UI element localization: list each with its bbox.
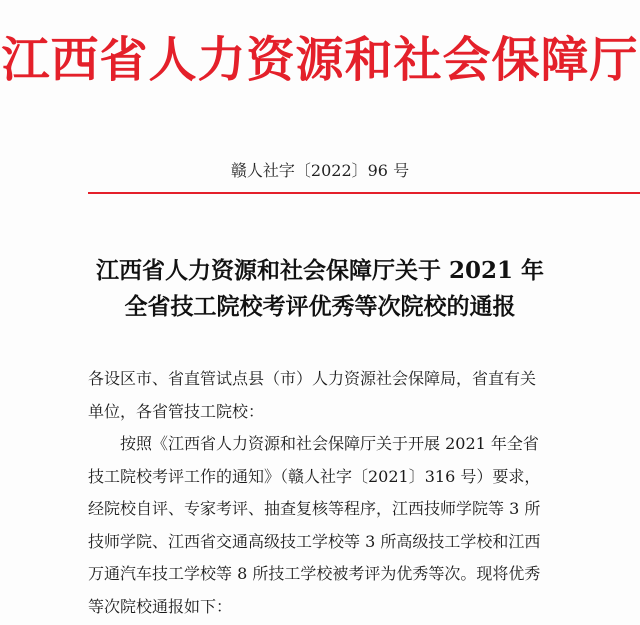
- body-line: 按照《江西省人力资源和社会保障厅关于开展 2021 年全省: [120, 434, 539, 453]
- body-line: 技工院校考评工作的通知》（赣人社字〔2021〕316 号）要求，: [88, 466, 541, 486]
- body-line: 经院校自评、专家考评、抽查复核等程序，江西技师学院等 3 所: [88, 499, 541, 518]
- notice-title-line-2: 全省技工院校考评优秀等次院校的通报: [124, 293, 516, 320]
- body-line: 万通汽车技工学校等 8 所技工学校被考评为优秀等次。现将优秀: [88, 564, 541, 583]
- letterhead-divider: [88, 192, 640, 194]
- agency-letterhead: 江西省人力资源和社会保障厅: [1, 32, 639, 88]
- notice-body: [88, 363, 596, 623]
- body-line: 单位，各省管技工院校：: [88, 401, 265, 421]
- notice-title: [0, 253, 640, 325]
- document-number: 赣人社字〔2022〕96 号: [230, 161, 410, 180]
- body-line: 技师学院、江西省交通高级技工学校等 3 所高级技工学校和江西: [88, 531, 541, 551]
- notice-title-line-1: 江西省人力资源和社会保障厅关于 2021 年: [95, 257, 545, 284]
- body-line: 等次院校通报如下：: [88, 596, 233, 616]
- body-line: 各设区市、省直管试点县（市）人力资源社会保障局，省直有关: [88, 369, 537, 388]
